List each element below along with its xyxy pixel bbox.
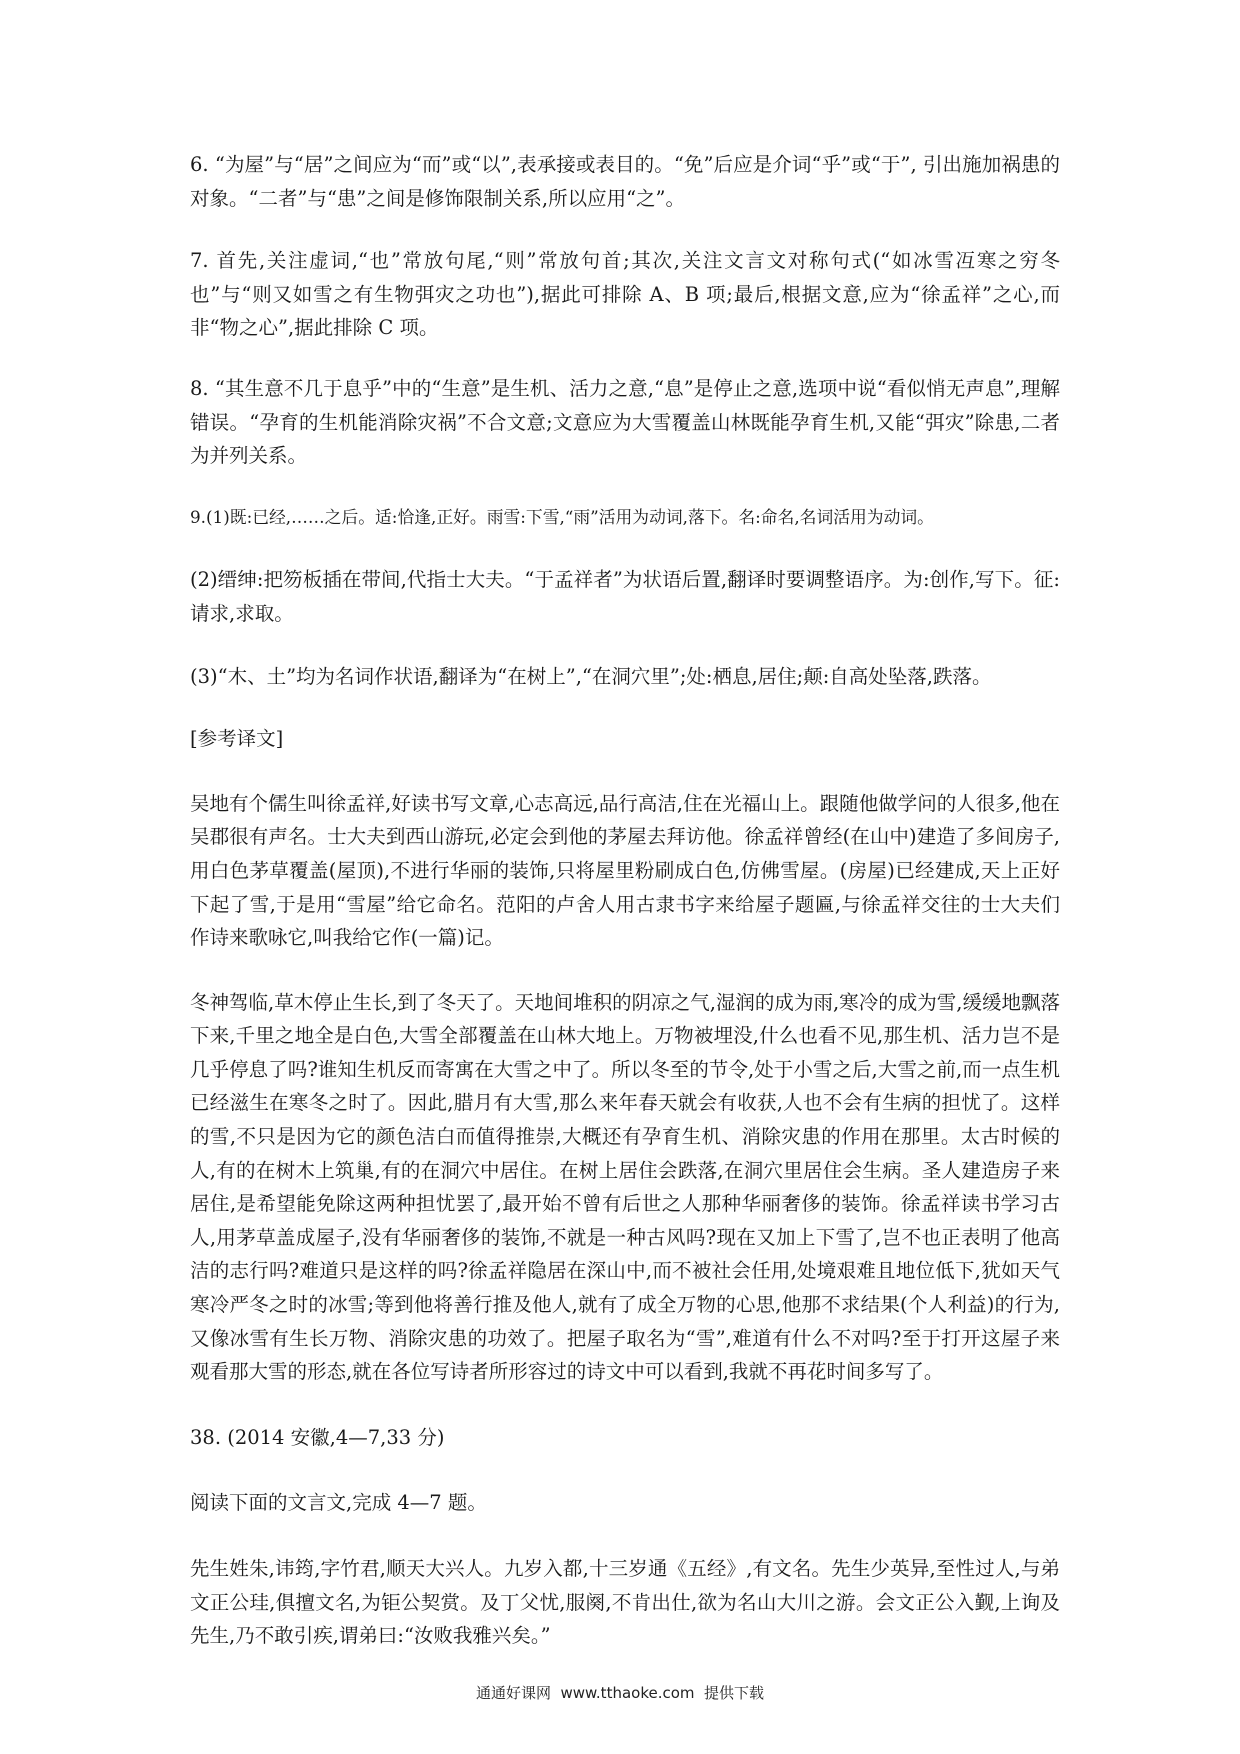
translation-paragraph-2: 冬神驾临,草木停止生长,到了冬天了。天地间堆积的阴凉之气,湿润的成为雨,寒冷的成为雪,缓缓地飘落下来,千里之地全是白色,大雪全部覆盖在山林大地上。万物被埋没,什么也看不见,那生机、活力岂不是几乎停息了吗?谁知生机反而寄寓在大雪之中了。所以冬至的节令,处于小雪之后,大雪之前,而一点生机已经滋生在寒冬之时了。因此,腊月有大雪,那么来年春天就会有收获,人也不会有生病的担忧了。这样的雪,不只是因为它的颜色洁白而值得推崇,大概还有孕育生机、消除灾患的作用在那里。太古时候的人,有的在树木上筑巢,有的在洞穴中居住。在树上居住会跌落,在洞穴里居住会生病。圣人建造房子来居住,是希望能免除这两种担忧罢了,最开始不曾有后世之人那种华丽奢侈的装饰。徐孟祥读书学习古人,用茅草盖成屋子,没有华丽奢侈的装饰,不就是一种古风吗?现在又加上下雪了,岂不也正表明了他高洁的志行吗?难道只是这样的吗?徐孟祥隐居在深山中,而不被社会任用,处境艰难且地位低下,犹如天气寒冷严冬之时的冰雪;等到他将善行推及他人,就有了成全万物的心思,他那不求结果(个人利益)的行为,又像冰雪有生长万物、消除灾患的功效了。把屋子取名为“雪”,难道有什么不对吗?至于打开这屋子来观看那大雪的形态,就在各位写诗者所形容过的诗文中可以看到,我就不再花时间多写了。 (190, 990, 1060, 1384)
answer-9-1: 9.(1)既:已经,……之后。适:恰逢,正好。雨雪:下雪,“雨”活用为动词,落下。名:命名,名词活用为动词。 (190, 506, 934, 527)
answer-9-2: (2)缙绅:把笏板插在带间,代指士大夫。“于孟祥者”为状语后置,翻译时要调整语序。为:创作,写下。征:请求,求取。 (190, 568, 1060, 625)
translation-paragraph-1: 吴地有个儒生叫徐孟祥,好读书写文章,心志高远,品行高洁,住在光福山上。跟随他做学问的人很多,他在吴郡很有声名。士大夫到西山游玩,必定会到他的茅屋去拜访他。徐孟祥曾经(在山中)建造了多间房子,用白色茅草覆盖(屋顶),不进行华丽的装饰,只将屋里粉刷成白色,仿佛雪屋。(房屋)已经建成,天上正好下起了雪,于是用“雪屋”给它命名。范阳的卢舍人用古隶书字来给屋子题匾,与徐孟祥交往的士大夫们作诗来歌咏它,叫我给它作(一篇)记。 (190, 791, 1060, 950)
page-footer: 通通好课网 www.tthaoke.com 提供下载 (475, 1684, 765, 1702)
question-38-header: 38. (2014 安徽,4—7,33 分) (190, 1425, 445, 1449)
answer-6: 6. “为屋”与“居”之间应为“而”或“以”,表承接或表目的。“免”后应是介词“乎”或“于”, 引出施加祸患的对象。“二者”与“患”之间是修饰限制关系,所以应用“之”。 (190, 153, 1060, 210)
classical-passage: 先生姓朱,讳筠,字竹君,顺天大兴人。九岁入都,十三岁通《五经》,有文名。先生少英异,至性过人,与弟文正公珪,俱擅文名,为钜公契赏。及丁父忧,服阕,不肯出仕,欲为名山大川之游。会文正公入觐,上询及先生,乃不敢引疾,谓弟曰:“汝败我雅兴矣。” (190, 1557, 1060, 1648)
document-body (190, 148, 1060, 1653)
answer-7: 7. 首先,关注虚词,“也”常放句尾,“则”常放句首;其次,关注文言文对称句式(“如冰雪冱寒之穷冬也”与“则又如雪之有生物弭灾之功也”),据此可排除 A、B 项;最后,根据文意,应为“徐孟祥”之心,而非“物之心”,据此排除 C 项。 (190, 249, 1060, 340)
answer-8: 8. “其生意不几于息乎”中的“生意”是生机、活力之意,“息”是停止之意,选项中说“看似悄无声息”,理解错误。“孕育的生机能消除灾祸”不合文意;文意应为大雪覆盖山林既能孕育生机,又能“弭灾”除患,二者为并列关系。 (190, 376, 1060, 468)
answer-9-3: (3)“木、土”均为名词作状语,翻译为“在树上”,“在洞穴里”;处:栖息,居住;颠:自高处坠落,跌落。 (190, 664, 992, 688)
reading-instruction: 阅读下面的文言文,完成 4—7 题。 (190, 1491, 487, 1515)
reference-translation-heading: [参考译文] (190, 727, 284, 751)
